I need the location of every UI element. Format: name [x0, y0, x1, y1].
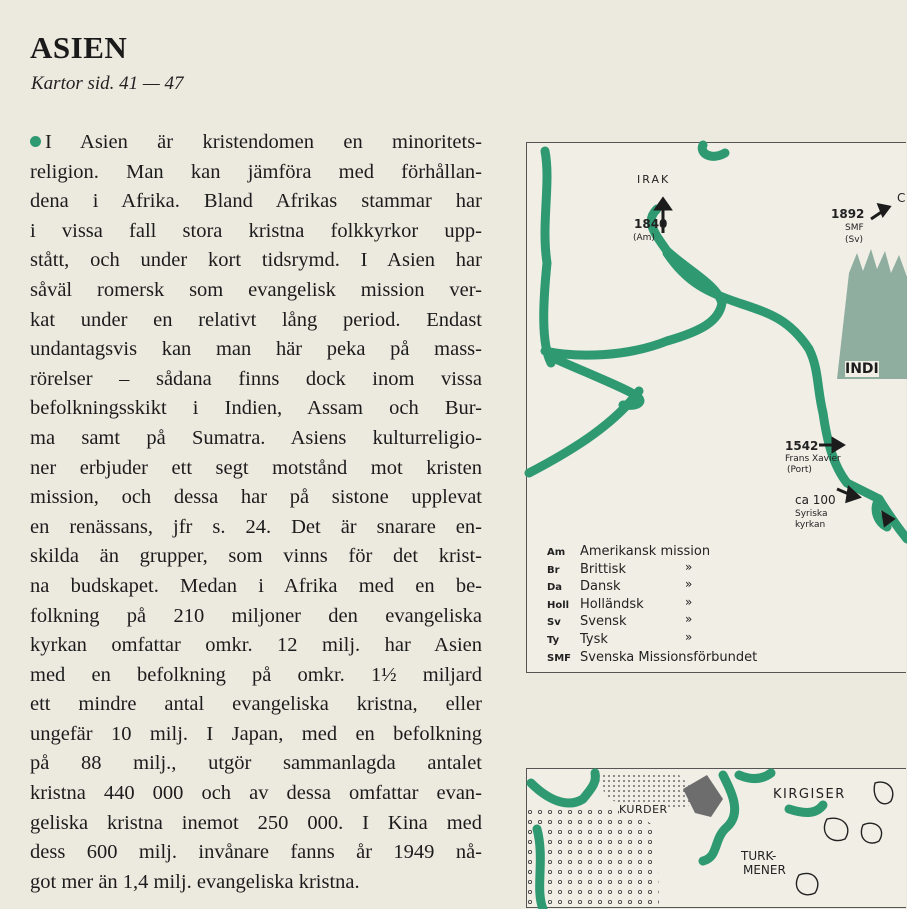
lake-outline	[861, 823, 881, 843]
text-line: kyrkan omfattar omkr. 12 milj. har Asien	[30, 634, 482, 657]
lake-outline	[824, 818, 847, 840]
legend-row	[547, 541, 757, 559]
text-line: dena i Afrika. Bland Afrikas stammar har	[30, 190, 482, 213]
mission-map	[526, 142, 906, 673]
legend-name: Svensk	[580, 614, 627, 630]
legend-row	[547, 576, 757, 594]
text-line: dess 600 milj. invånare fanns år 1949 nå-	[30, 841, 482, 864]
text-line: skilda än grupper, som vinns för det krist-	[30, 545, 482, 568]
map-year-1892: 1892	[831, 207, 865, 221]
peoples-map	[526, 768, 906, 908]
legend-abbr: Holl	[547, 599, 570, 611]
bullet-icon	[30, 136, 41, 147]
text-line: got mer än 1,4 milj. evangeliska kristna.	[30, 870, 360, 893]
legend-abbr: Am	[547, 547, 566, 558]
map-label-mener: MENER	[743, 863, 786, 877]
lake-outline	[874, 782, 893, 804]
map-label-edge: C	[897, 191, 906, 205]
legend-row	[547, 594, 757, 612]
text-line: ett mindre antal evangeliska kristna, eller	[30, 693, 482, 716]
text-line: såväl romersk som evangelisk mission ver-	[30, 278, 482, 301]
map-note-1840: (Am)	[633, 233, 655, 243]
coastline	[702, 145, 725, 156]
legend-ditto: »	[685, 612, 693, 627]
map-note-100: kyrkan	[795, 520, 826, 530]
river	[789, 805, 823, 812]
text-line: geliska kristna inemot 250 000. I Kina med	[30, 811, 482, 834]
river	[739, 773, 771, 779]
arrow-head-icon	[833, 439, 843, 451]
map-note-1892: SMF	[845, 223, 864, 233]
legend-row	[547, 611, 757, 629]
legend-ditto: »	[685, 559, 693, 574]
text-line: religion. Man kan jämföra med förhållan-	[30, 160, 482, 183]
map-year-1840: 1840	[634, 217, 668, 231]
map-note-1542: Frans Xavier	[785, 454, 841, 464]
map-note-1542: (Port)	[787, 465, 812, 475]
legend-row	[547, 647, 757, 665]
legend-name: Svenska Missionsförbundet	[580, 649, 758, 665]
coastline	[823, 413, 907, 539]
section-heading: ASIEN	[30, 30, 128, 65]
map-note-100: Syriska	[795, 509, 828, 519]
map-label-irak: IRAK	[637, 173, 671, 186]
legend-row	[547, 559, 757, 577]
river	[551, 357, 640, 405]
arrow-head-icon	[656, 199, 670, 209]
text-line: kat under en relativt lång period. Endast	[30, 308, 482, 331]
legend-name: Amerikansk mission	[580, 544, 711, 559]
map-note-1892: (Sv)	[845, 235, 864, 245]
legend-ditto: »	[685, 629, 693, 644]
text-line: kristna 440 000 och av dessa omfattar evan-	[30, 782, 482, 805]
legend-name: Holländsk	[580, 596, 644, 612]
map-label-kurder: KURDER	[619, 803, 668, 816]
region-gray	[683, 775, 723, 817]
map-reference: Kartor sid. 41 — 47	[31, 73, 184, 94]
map-year-1542: 1542	[785, 439, 819, 453]
legend-name: Tysk	[580, 631, 608, 647]
river	[537, 829, 543, 909]
legend-abbr: Br	[547, 564, 560, 576]
text-line: på 88 milj., utgör sammanlagda antalet	[30, 752, 482, 775]
text-line: rörelser – sådana finns dock inom vissa	[30, 367, 482, 390]
text-line: med en befolkning på omkr. 1½ miljard	[30, 663, 482, 686]
text-line: ungefär 10 milj. I Japan, med en befolkning	[30, 722, 482, 745]
coastline	[531, 773, 595, 803]
body-text	[30, 128, 482, 897]
text-line: stått, och under kort tidsrymd. I Asien har	[30, 249, 482, 272]
legend-name: Brittisk	[580, 561, 626, 577]
legend-abbr: Da	[547, 582, 563, 594]
map-label-india: INDI	[845, 361, 879, 377]
coastline	[544, 151, 551, 363]
legend-abbr: SMF	[547, 652, 571, 664]
text-line: befolkningsskikt i Indien, Assam och Bur-	[30, 397, 482, 420]
text-line: I Asien är kristendomen en minoritets-	[30, 128, 482, 158]
text-line: i vissa fall stora kristna folkkyrkor upp-	[30, 219, 482, 242]
text-line: ma samt på Sumatra. Asiens kulturreligio-	[30, 426, 482, 449]
lake-outline	[796, 873, 817, 894]
legend-abbr: Sv	[547, 617, 561, 629]
mountain-hatching	[837, 249, 907, 379]
map-label-turk: TURK-	[741, 849, 777, 863]
legend-ditto: »	[685, 594, 693, 609]
region-dotted	[527, 807, 659, 909]
legend-ditto: »	[685, 577, 693, 592]
text-line: folkning på 210 miljoner den evangeliska	[30, 604, 482, 627]
text-line: mission, och dessa har på sistone upplevat	[30, 486, 482, 509]
legend-name: Dansk	[580, 579, 621, 595]
legend-row	[547, 629, 757, 647]
text-line: na budskapet. Medan i Afrika med en be-	[30, 574, 482, 597]
text-line: undantagsvis kan man här peka på mass-	[30, 338, 482, 361]
text-line: ner erbjuder ett segt motstånd mot kristen	[30, 456, 482, 479]
text-line: en renässans, jfr s. 24. Det är snarare en-	[30, 515, 482, 538]
legend-abbr: Ty	[547, 634, 560, 646]
map-legend	[547, 541, 757, 664]
map-label-kirgiser: KIRGISER	[773, 787, 846, 802]
map-year-100: ca 100	[795, 493, 836, 507]
map-artwork	[527, 769, 907, 909]
